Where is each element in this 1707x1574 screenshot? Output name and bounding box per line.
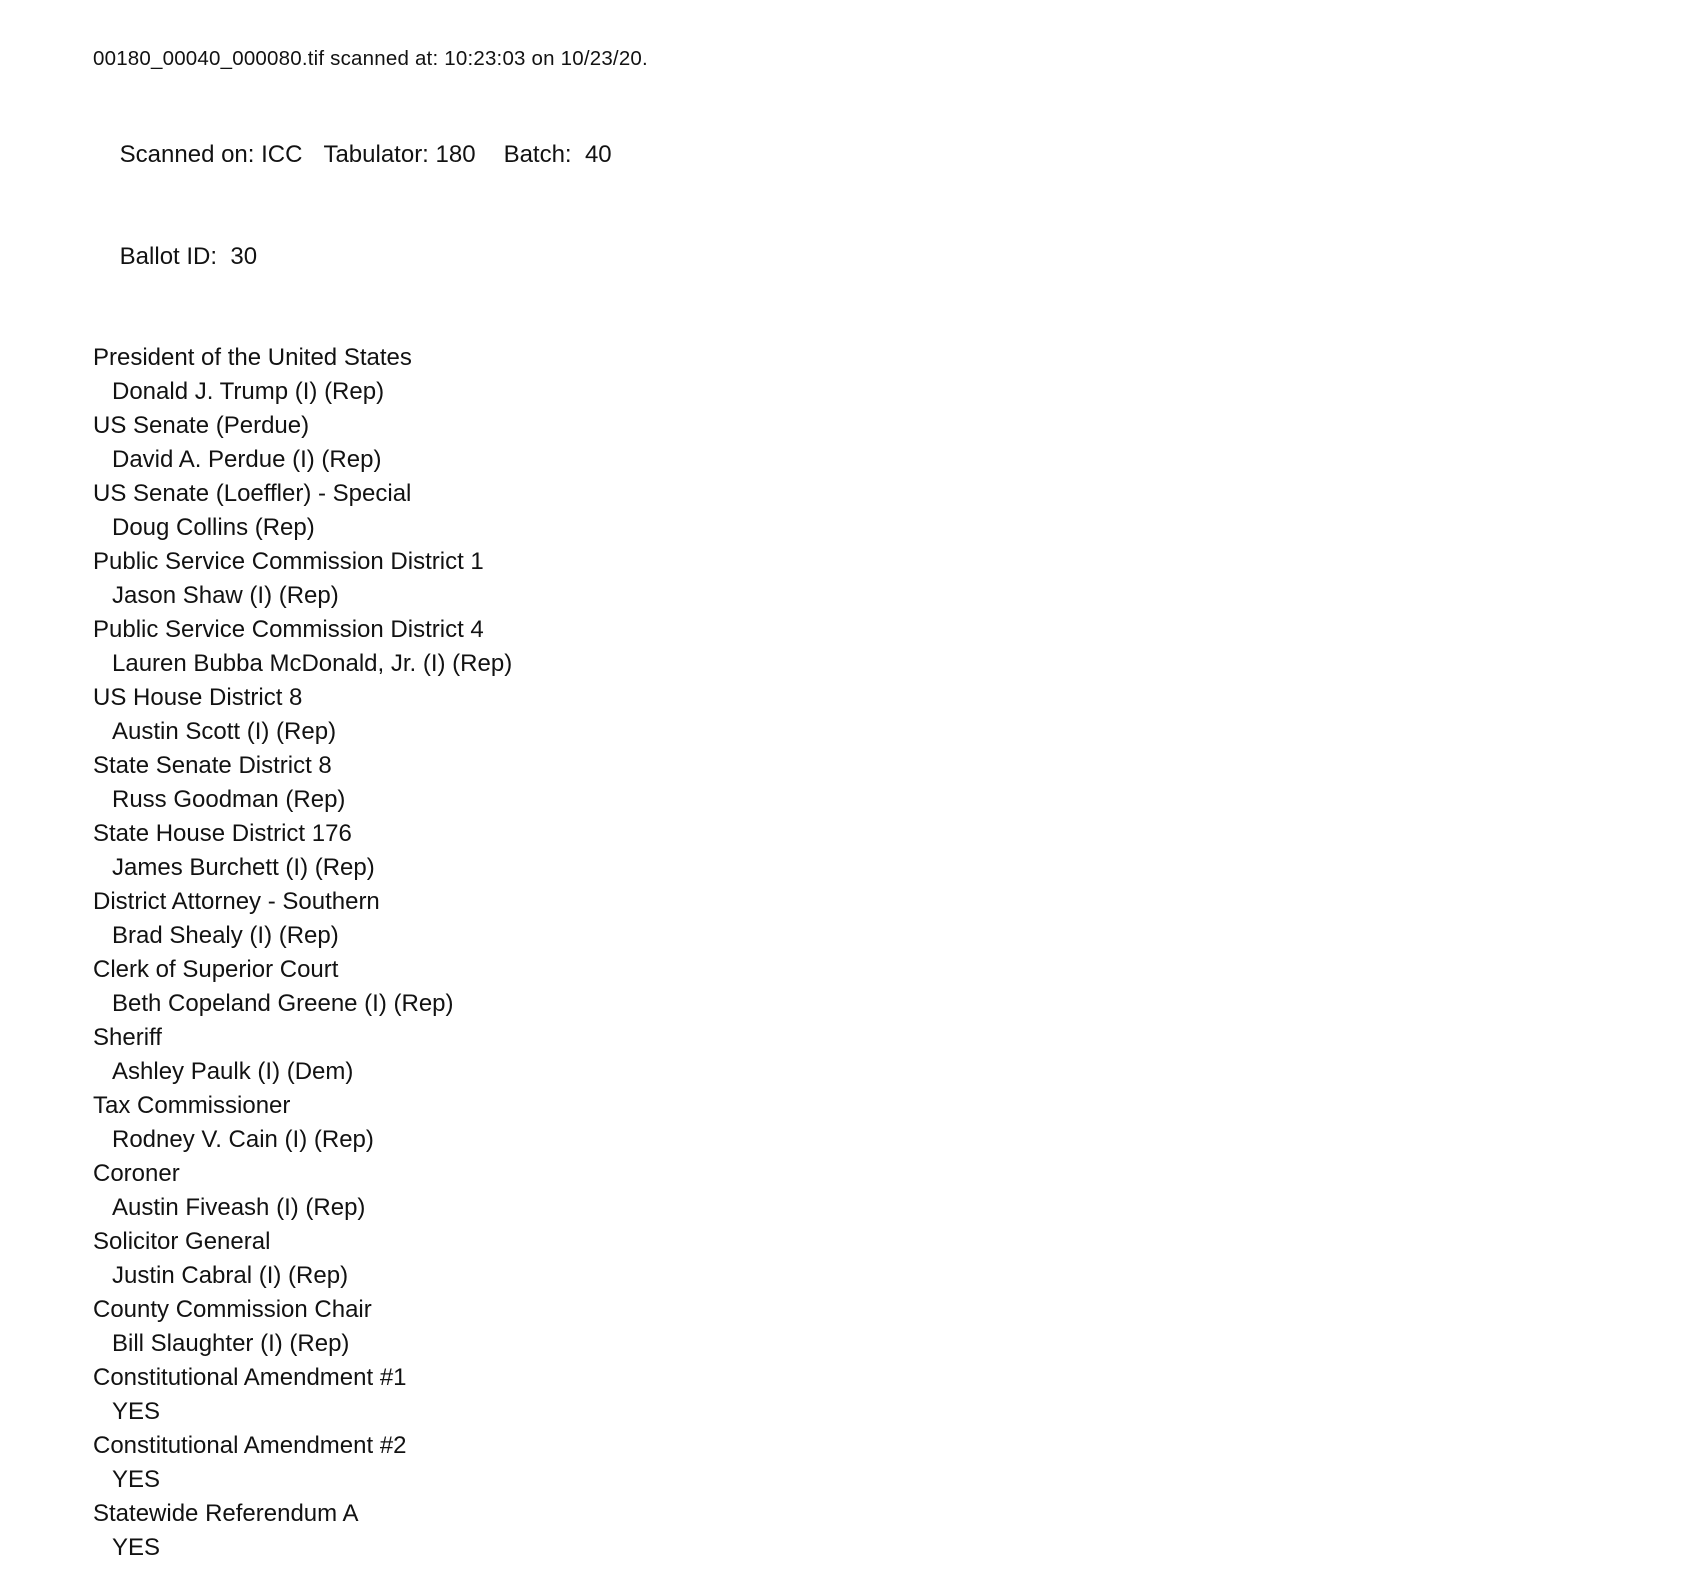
contest-title: Tax Commissioner: [93, 1092, 291, 1119]
contest-selection: Rodney V. Cain (I) (Rep): [112, 1126, 374, 1153]
contest-entry: [93, 409, 1667, 477]
contest-title: Public Service Commission District 4: [93, 616, 484, 643]
contest-selection: Austin Fiveash (I) (Rep): [112, 1194, 366, 1221]
scan-meta-line: [93, 104, 1667, 206]
contest-title: Coroner: [93, 1160, 180, 1187]
contest-selection: YES: [112, 1398, 161, 1425]
batch-field: Batch: 40: [503, 141, 612, 168]
contest-list: [93, 341, 1667, 1565]
contest-selection: Donald J. Trump (I) (Rep): [112, 378, 385, 405]
contest-title: Constitutional Amendment #1: [93, 1364, 407, 1391]
contest-title: Sheriff: [93, 1024, 162, 1051]
contest-title: County Commission Chair: [93, 1296, 372, 1323]
contest-selection: David A. Perdue (I) (Rep): [112, 446, 382, 473]
contest-entry: [93, 885, 1667, 953]
ballot-id-line: [93, 206, 1667, 308]
contest-entry: [93, 1225, 1667, 1293]
contest-title: US Senate (Loeffler) - Special: [93, 480, 412, 507]
contest-title: State House District 176: [93, 820, 352, 847]
contest-selection: James Burchett (I) (Rep): [112, 854, 375, 881]
contest-entry: [93, 1089, 1667, 1157]
contest-entry: [93, 1429, 1667, 1497]
contest-selection: Brad Shealy (I) (Rep): [112, 922, 339, 949]
contest-entry: [93, 1293, 1667, 1361]
scan-filename-line: 00180_00040_000080.tif scanned at: 10:23:03 on 10/23/20.: [93, 47, 648, 70]
contest-entry: [93, 1157, 1667, 1225]
contest-title: US House District 8: [93, 684, 303, 711]
contest-entry: [93, 1497, 1667, 1565]
scanner-field: Scanned on: ICC: [119, 141, 303, 168]
contest-title: Public Service Commission District 1: [93, 548, 484, 575]
contest-entry: [93, 1021, 1667, 1089]
contest-entry: [93, 953, 1667, 1021]
contest-title: Constitutional Amendment #2: [93, 1432, 407, 1459]
contest-selection: Russ Goodman (Rep): [112, 786, 346, 813]
contest-title: Solicitor General: [93, 1228, 271, 1255]
contest-selection: Justin Cabral (I) (Rep): [112, 1262, 349, 1289]
contest-selection: Austin Scott (I) (Rep): [112, 718, 337, 745]
contest-title: State Senate District 8: [93, 752, 332, 779]
contest-selection: Jason Shaw (I) (Rep): [112, 582, 339, 609]
contest-selection: YES: [112, 1534, 161, 1561]
contest-entry: [93, 817, 1667, 885]
contest-title: US Senate (Perdue): [93, 412, 310, 439]
contest-title: Statewide Referendum A: [93, 1500, 359, 1527]
contest-selection: Bill Slaughter (I) (Rep): [112, 1330, 350, 1357]
contest-selection: Doug Collins (Rep): [112, 514, 315, 541]
contest-selection: Ashley Paulk (I) (Dem): [112, 1058, 354, 1085]
contest-title: District Attorney - Southern: [93, 888, 380, 915]
contest-entry: [93, 1361, 1667, 1429]
contest-entry: [93, 341, 1667, 409]
contest-entry: [93, 477, 1667, 545]
contest-title: President of the United States: [93, 344, 412, 371]
contest-selection: YES: [112, 1466, 161, 1493]
tabulator-field: Tabulator: 180: [323, 141, 476, 168]
contest-title: Clerk of Superior Court: [93, 956, 339, 983]
contest-selection: Beth Copeland Greene (I) (Rep): [112, 990, 454, 1017]
ballot-id-field: Ballot ID: 30: [119, 243, 258, 270]
contest-entry: [93, 681, 1667, 749]
contest-entry: [93, 749, 1667, 817]
contest-selection: Lauren Bubba McDonald, Jr. (I) (Rep): [112, 650, 513, 677]
contest-entry: [93, 545, 1667, 613]
contest-entry: [93, 613, 1667, 681]
